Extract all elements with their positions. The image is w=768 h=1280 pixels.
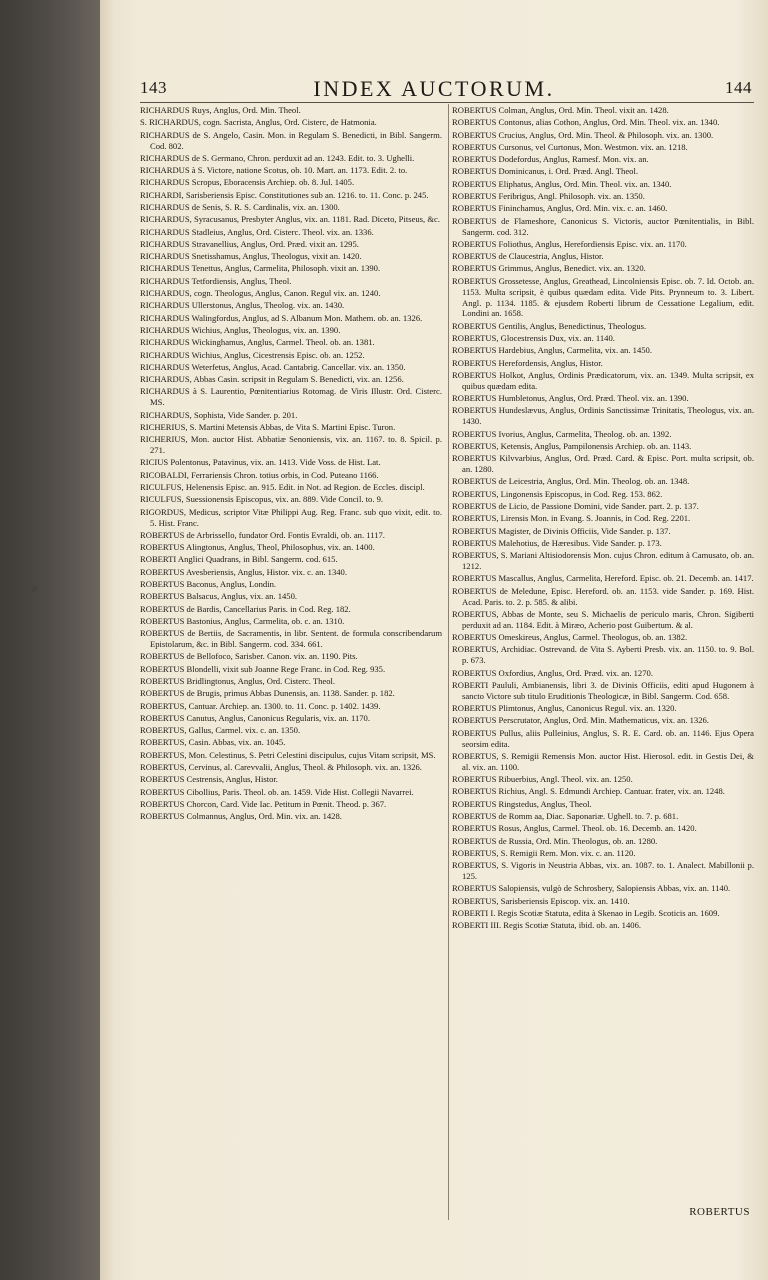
index-entry: ROBERTUS de Meledune, Episc. Hereford. ob. an. 1153. vide Sander. p. 169. Hist. Acad. Paris. to. 2. p. 585. & alibi. [452,585,754,607]
index-entry: RICHARDUS à S. Victore, natione Scotus, ob. 10. Mart. an. 1173. Edit. 2. to. [140,165,408,176]
index-entry: ROBERTUS de Bellofoco, Sarisber. Canon. vix. an. 1190. Pits. [140,651,358,662]
index-entry: ROBERTUS Chorcon, Card. Vide Iac. Petitum in Pœnit. Theod. p. 367. [140,798,387,809]
index-entry: RICHARDUS Snetisshamus, Anglus, Theologus, vixit an. 1420. [140,251,362,262]
index-entry: ROBERTUS, Abbas de Monte, seu S. Michaelis de periculo maris, Chron. Sigiberti perduxit ad an. 1184. Edit. à Miræo, Acherio post Guibertum. & al. [452,608,754,630]
index-entry: RICHARDUS Wichius, Anglus, Cicestrensis Episc. ob. an. 1252. [140,349,365,360]
index-entry: ROBERTUS Plimtonus, Anglus, Canonicus Regul. vix. an. 1320. [452,703,677,714]
index-entry: ROBERTUS Dominicanus, i. Ord. Præd. Angl. Theol. [452,166,639,177]
index-entry: ROBERTUS, Sarisberiensis Episcop. vix. an. 1410. [452,895,630,906]
index-entry: ROBERTUS Hardebius, Anglus, Carmelita, vix. an. 1450. [452,345,652,356]
index-entry: ROBERTUS, Archidiac. Ostrevand. de Vita S. Ayberti Presb. vix. an. 1150. to. 9. Bol. p. 673. [452,644,754,666]
index-entry: ROBERTUS Cibollius, Paris. Theol. ob. an. 1459. Vide Hist. Collegii Navarrei. [140,786,414,797]
index-entry: RICHARDUS Wichius, Anglus, Theologus, vix. an. 1390. [140,324,341,335]
index-entry: ROBERTUS Fininchamus, Anglus, Ord. Min. vix. c. an. 1460. [452,203,668,214]
index-entry: RICHARDUS Stravanellius, Anglus, Ord. Præd. vixit an. 1295. [140,238,359,249]
index-entry: ROBERTUS de Russia, Ord. Min. Theologus, ob. an. 1280. [452,835,658,846]
index-entry: ROBERTI I. Regis Scotiæ Statuta, edita à Skenao in Legib. Scoticis an. 1609. [452,908,720,919]
book-page [100,0,768,1280]
index-entry: ROBERTUS, Ketensis, Anglus, Pampilonensis Archiep. ob. an. 1143. [452,440,692,451]
index-entry: ROBERTUS de Flameshore, Canonicus S. Victoris, auctor Pœnitentialis, in Bibl. Sangerm. cod. 312. [452,215,754,237]
index-entry: ROBERTUS Blondelli, vixit sub Joanne Rege Franc. in Cod. Reg. 935. [140,663,386,674]
running-head-title: INDEX AUCTORUM. [313,76,555,101]
index-entry: ROBERTUS, Lirensis Mon. in Evang. S. Joannis, in Cod. Reg. 2201. [452,513,691,524]
page-number-left: 143 [140,78,167,97]
index-entry: ROBERTUS Foliothus, Anglus, Herefordiensis Episc. vix. an. 1170. [452,238,687,249]
index-entry: ROBERTUS Salopiensis, vulgò de Schrosbery, Salopiensis Abbas, vix. an. 1140. [452,883,731,894]
index-entry: RICHARDUS de S. Angelo, Casin. Mon. in Regulam S. Benedicti, in Bibl. Sangerm. Cod. 802. [140,129,442,151]
index-entry: ROBERTUS Hundeslævus, Anglus, Ordinis Sanctissimæ Trinitatis, Theologus, vix. an. 1430. [452,405,754,427]
index-entry: ROBERTUS Colman, Anglus, Ord. Min. Theol. vixit an. 1428. [452,105,669,115]
index-entry: ROBERTUS Grimmus, Anglus, Benedict. vix. an. 1320. [452,263,646,274]
index-entry: RICHARDUS Scropus, Eboracensis Archiep. ob. 8. Jul. 1405. [140,177,355,188]
index-entry: RICHARDUS Ruys, Anglus, Ord. Min. Theol. [140,105,301,115]
index-entry: RICHARDUS Stadleius, Anglus, Ord. Cisterc. Theol. vix. an. 1336. [140,226,374,237]
index-entry: ROBERTUS Richius, Angl. S. Edmundi Archiep. Cantuar. frater, vix. an. 1248. [452,786,725,797]
index-entry: ROBERTUS Rosus, Anglus, Carmel. Theol. ob. 16. Decemb. an. 1420. [452,823,697,834]
index-entry: ROBERTUS Dodefordus, Anglus, Ramesf. Mon. vix. an. [452,154,649,165]
index-entry: RICHARDUS, Syracusanus, Presbyter Anglus, vix. an. 1181. Rad. Diceto, Pitseus, &c. [140,214,440,225]
index-entry: ROBERTUS Omeskireus, Anglus, Carmel. Theologus, ob. an. 1382. [452,632,688,643]
index-entry: ROBERTUS, Glocestrensis Dux, vix. an. 1140. [452,333,615,344]
index-entry: ROBERTUS, Cantuar. Archiep. an. 1300. to. 11. Conc. p. 1402. 1439. [140,700,381,711]
index-entry: ROBERTUS Gentilis, Anglus, Benedictinus, Theologus. [452,320,647,331]
index-entry: ROBERTUS Crucius, Anglus, Ord. Min. Theol. & Philosoph. vix. an. 1300. [452,129,714,140]
index-entry: RICIUS Polentonus, Patavinus, vix. an. 1413. Vide Voss. de Hist. Lat. [140,457,381,468]
index-entry: RICHARDUS à S. Laurentio, Pœnitentiarius Rotomag. de Viris Illustr. Ord. Cisterc. MS. [140,386,442,408]
index-entry: ROBERTI Anglici Quadrans, in Bibl. Sangerm. cod. 615. [140,554,338,565]
index-entry: ROBERTUS Cestrensis, Anglus, Histor. [140,774,278,785]
index-entry: ROBERTUS Baconus, Anglus, Londin. [140,579,277,590]
index-entry: RICHERIUS, S. Martini Metensis Abbas, de Vita S. Martini Episc. Turon. [140,421,396,432]
index-entry: S. RICHARDUS, cogn. Sacrista, Anglus, Ord. Cisterc, de Hatmonia. [140,117,377,128]
index-entry: RICHARDUS, cogn. Theologus, Anglus, Canon. Regul vix. an. 1240. [140,288,381,299]
catchword: ROBERTUS [689,1206,750,1218]
index-entry: RICHARDUS, Abbas Casin. scripsit in Regulam S. Benedicti, vix. an. 1256. [140,374,404,385]
index-entry: ROBERTUS, S. Remigii Remensis Mon. auctor Hist. Hierosol. edit. in Gestis Dei, & al. vix. an. 1100. [452,750,754,772]
index-entry: ROBERTUS Balsacus, Anglus, vix. an. 1450. [140,591,298,602]
index-entry: ROBERTUS, Mon. Celestinus, S. Petri Celestini discipulus, cujus Vitam scripsit, MS. [140,749,436,760]
index-entry: ROBERTUS de Claucestria, Anglus, Histor. [452,251,604,262]
index-entry: RICHARDUS Tenettus, Anglus, Carmelita, Philosoph. vixit an. 1390. [140,263,381,274]
index-entry: ROBERTUS Alingtonus, Anglus, Theol, Philosophus, vix. an. 1400. [140,542,375,553]
index-entry: ROBERTUS de Brugis, primus Abbas Dunensis, an. 1138. Sander. p. 182. [140,688,395,699]
index-entry: RICHARDUS Wickinghamus, Anglus, Carmel. Theol. ob. an. 1381. [140,337,375,348]
index-entry: ROBERTUS Canutus, Anglus, Canonicus Regularis, vix. an. 1170. [140,712,370,723]
index-entry: ROBERTUS, S. Mariani Altisiodorensis Mon. cujus Chron. editum à Camusato, ob. an. 1212. [452,550,754,572]
index-entry: ROBERTUS Ringstedus, Anglus, Theol. [452,798,592,809]
index-entry: ROBERTUS Eliphatus, Anglus, Ord. Min. Theol. vix. an. 1340. [452,178,672,189]
index-entry: RICHARDUS Walingfordus, Anglus, ad S. Albanum Mon. Mathem. ob. an. 1326. [140,312,423,323]
index-entry: RICHARDUS Ullerstonus, Anglus, Theolog. vix. an. 1430. [140,300,345,311]
index-entry: ROBERTUS Avesberiensis, Anglus, Histor. vix. c. an. 1340. [140,566,348,577]
index-entry: ROBERTUS, S. Vigoris in Neustria Abbas, vix. an. 1087. to. 1. Analect. Mabillonii p. 125. [452,860,754,882]
index-entry: ROBERTUS Magister, de Divinis Officiis, Vide Sander. p. 137. [452,525,671,536]
index-entry: ROBERTUS de Leicestria, Anglus, Ord. Min. Theolog. ob. an. 1348. [452,476,690,487]
book-binding-edge [0,0,100,1280]
index-entry: ROBERTUS Colmannus, Anglus, Ord. Min. vix. an. 1428. [140,811,342,822]
index-entry: RICOBALDI, Ferrariensis Chron. totius orbis, in Cod. Puteano 1166. [140,469,379,480]
index-entry: RIGORDUS, Medicus, scriptor Vitæ Philippi Aug. Reg. Franc. sub quo vixit, edit. to. 5. Hist. Franc. [140,506,442,528]
right-column [452,105,754,1205]
column-divider [448,104,449,1220]
index-entry: ROBERTUS Grossetesse, Anglus, Greathead, Lincolniensis Episc. ob. 7. Id. Octob. an. 1153. Multa scripsit, è quibus quædam edita. Vide Pits. Prynneum to. 3. Libert. Angl. p. 1134. 1185. & ejusdem Roberti librum de Cessatione Legalium, edit. Londini an. 1658. [452,275,754,319]
index-entry: ROBERTUS Cursonus, vel Curtonus, Mon. Westmon. vix. an. 1218. [452,141,688,152]
index-entry: ROBERTUS de Romm aa, Diac. Saponariæ. Ughell. to. 7. p. 681. [452,811,679,822]
index-entry: RICULFUS, Suessionensis Episcopus, vix. an. 889. Vide Concil. to. 9. [140,494,384,505]
index-entry: ROBERTUS Pullus, aliis Pulleinius, Anglus, S. R. E. Card. ob. an. 1146. Ejus Opera seorsim edita. [452,727,754,749]
index-entry: ROBERTUS, Gallus, Carmel. vix. c. an. 1350. [140,725,301,736]
index-entry: ROBERTUS Mascallus, Anglus, Carmelita, Hereford. Episc. ob. 21. Decemb. an. 1417. [452,573,754,584]
page-number-right: 144 [725,78,752,97]
index-entry: ROBERTUS, Lingonensis Episcopus, in Cod. Reg. 153. 862. [452,488,663,499]
index-entry: RICHARDI, Sarisberiensis Episc. Constitutiones sub an. 1216. to. 11. Conc. p. 245. [140,189,429,200]
index-entry: RICULFUS, Helenensis Episc. an. 915. Edit. in Not. ad Region. de Eccles. discipl. [140,482,425,493]
index-entry: ROBERTUS Kilvvarbius, Anglus, Ord. Præd. Card. & Episc. Port. multa scripsit, ob. an. 1280. [452,453,754,475]
index-entry: RICHARDUS Tetfordiensis, Anglus, Theol. [140,275,292,286]
index-entry: ROBERTUS de Bardis, Cancellarius Paris. in Cod. Reg. 182. [140,603,351,614]
header-rule [140,102,754,103]
index-entry: ROBERTUS, Cervinus, al. Carevvalii, Anglus, Theol. & Philosoph. vix. an. 1326. [140,762,422,773]
index-entry: ROBERTUS Bastonius, Anglus, Carmelita, ob. c. an. 1310. [140,615,345,626]
index-entry: ROBERTUS Perscrutator, Anglus, Ord. Min. Mathematicus, vix. an. 1326. [452,715,709,726]
index-entry: ROBERTUS Oxfordius, Anglus, Ord. Præd. vix. an. 1270. [452,667,653,678]
index-entry: RICHARDUS, Sophista, Vide Sander. p. 201. [140,409,298,420]
index-entry: ROBERTUS Humbletonus, Anglus, Ord. Præd. Theol. vix. an. 1390. [452,393,689,404]
index-entry: RICHARDUS de Senis, S. R. S. Cardinalis, vix. an. 1300. [140,201,340,212]
left-column [140,105,442,1205]
index-entry: ROBERTUS de Bertiis, de Sacramentis, in libr. Sentent. de formula conscribendarum Epistolarum, &c. in Bibl. Sangerm. cod. 334. 661. [140,628,442,650]
index-entry: ROBERTI III. Regis Scotiæ Statuta, ibid. ob. an. 1406. [452,920,642,931]
index-entry: ROBERTI Paululi, Ambianensis, libri 3. de Divinis Officiis, editi apud Hugonem à sancto Victore sub titulo Eruditionis Theologicæ, in Bibl. Sangerm. Cod. 658. [452,679,754,701]
index-entry: ROBERTUS Ivorius, Anglus, Carmelita, Theolog. ob. an. 1392. [452,428,672,439]
index-entry: ROBERTUS Herefordensis, Anglus, Histor. [452,357,603,368]
index-entry: ROBERTUS Feribrigus, Angl. Philosoph. vix. an. 1350. [452,191,645,202]
index-entry: ROBERTUS Malehotius, de Hæresibus. Vide Sander. p. 173. [452,537,662,548]
margin-mark: // [32,584,38,594]
index-entry: ROBERTUS de Licio, de Passione Domini, vide Sander. part. 2. p. 137. [452,501,699,512]
index-entry: ROBERTUS Holkot, Anglus, Ordinis Prædicatorum, vix. an. 1349. Multa scripsit, ex quibus quædam edita. [452,369,754,391]
index-entry: ROBERTUS Ribuerbius, Angl. Theol. vix. an. 1250. [452,774,633,785]
index-entry: ROBERTUS Contonus, alias Cothon, Anglus, Ord. Min. Theol. vix. an. 1340. [452,117,720,128]
index-entry: ROBERTUS, S. Remigii Rem. Mon. vix. c. an. 1120. [452,847,636,858]
index-entry: ROBERTUS, Casin. Abbas, vix. an. 1045. [140,737,286,748]
index-entry: RICHARDUS Weterfetus, Anglus, Acad. Cantabrig. Cancellar. vix. an. 1350. [140,361,406,372]
index-entry: ROBERTUS Bridlingtonus, Anglus, Ord. Cisterc. Theol. [140,676,336,686]
index-entry: RICHERIUS, Mon. auctor Hist. Abbatiæ Senoniensis, vix. an. 1167. to. 8. Spicil. p. 271. [140,434,442,456]
index-entry: ROBERTUS de Arbrissello, fundator Ord. Fontis Evraldi, ob. an. 1117. [140,529,385,540]
index-entry: RICHARDUS de S. Germano, Chron. perduxit ad an. 1243. Edit. to. 3. Ughelli. [140,152,415,163]
